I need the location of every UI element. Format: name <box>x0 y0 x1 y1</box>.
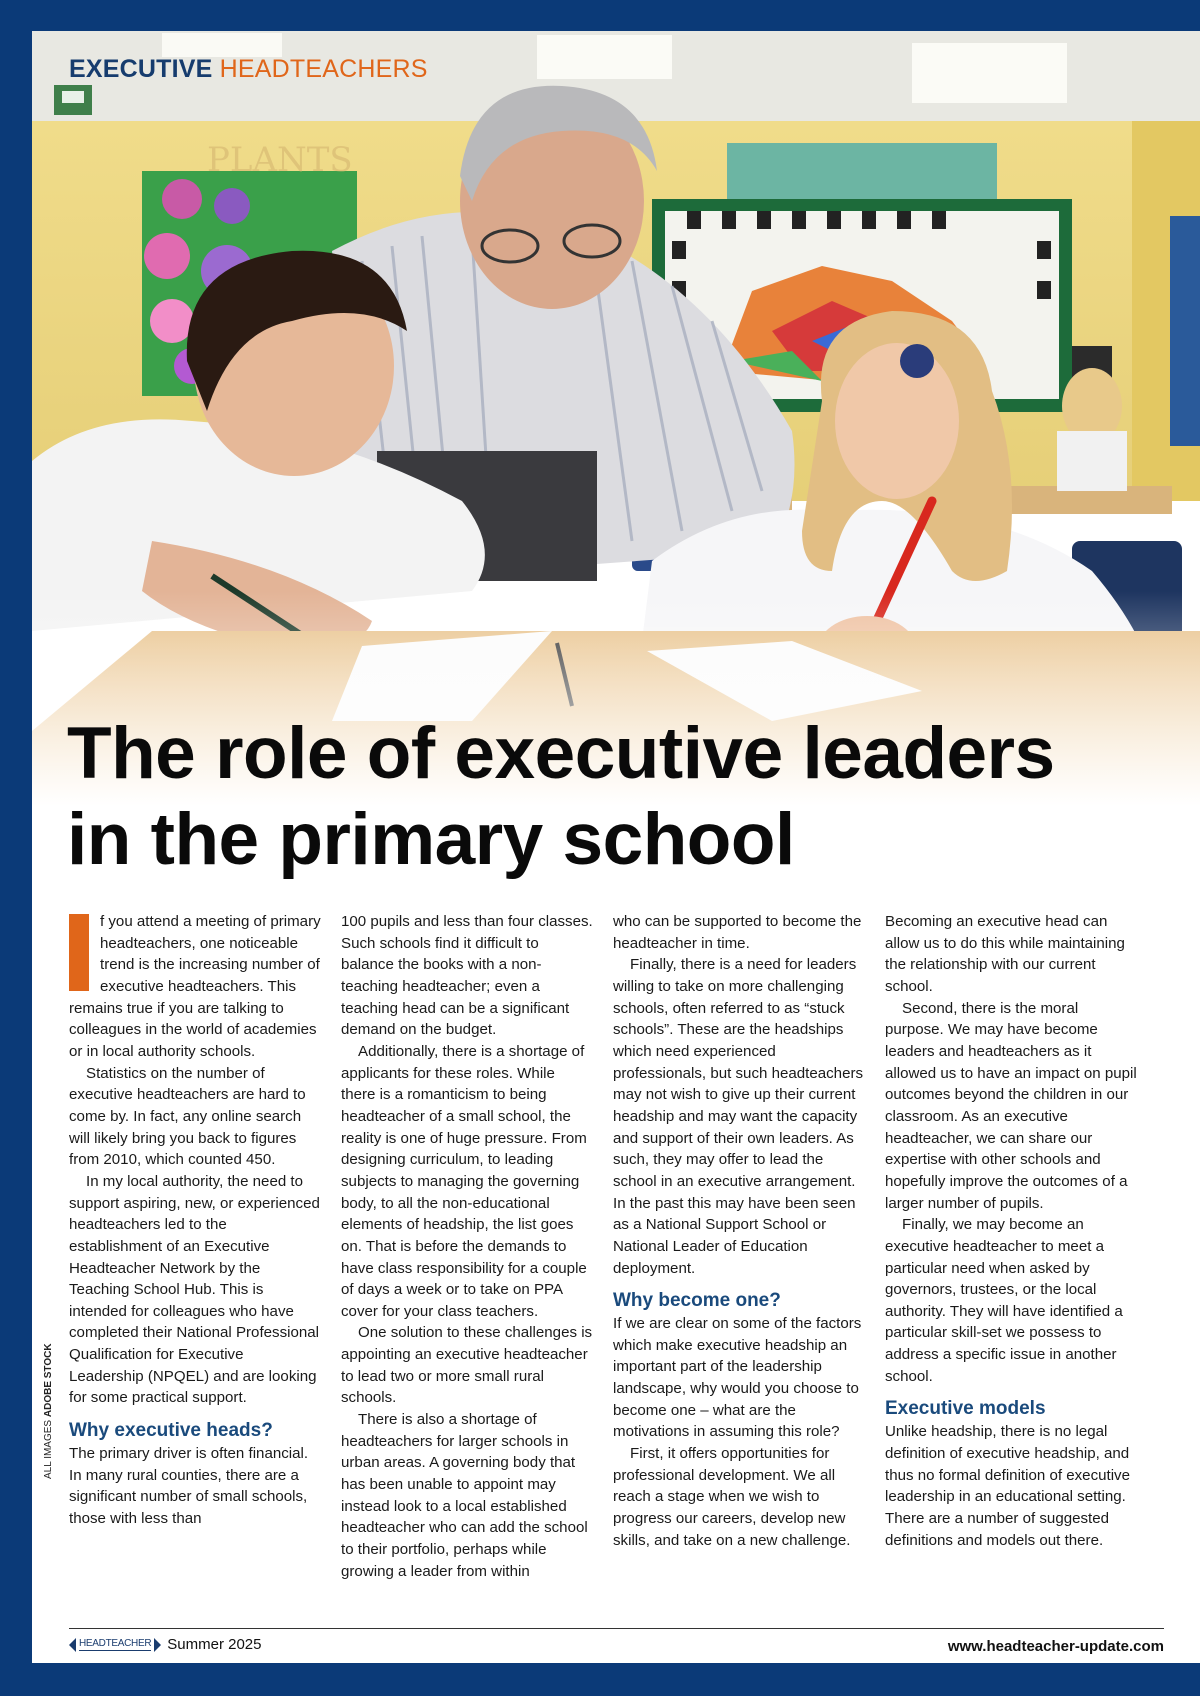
next-page-arrow-icon[interactable] <box>154 1638 161 1652</box>
paragraph: 100 pupils and less than four classes. Such schools find it difficult to balance the books with a non-teaching headteacher; even a teaching head can be a significant demand on the budget. <box>341 913 593 1039</box>
website-link[interactable]: www.headteacher-update.com <box>947 1638 1164 1655</box>
paragraph: Statistics on the number of executive headteachers are hard to come by. In fact, any online search will likely bring you back to figures from 2010, which counted 450. <box>69 1064 306 1169</box>
photo-credit <box>43 1343 54 1479</box>
paragraph: Finally, we may become an executive headteacher to meet a particular need when asked by governors, trustees, or the local authority. They will have identified a particular skill-set we possess to address a specific issue in another school. <box>885 1216 1123 1385</box>
paragraph: One solution to these challenges is appointing an executive headteacher to lead two or more small rural schools. <box>341 1324 593 1407</box>
paragraph: First, it offers opportunities for professional development. We all reach a stage when we wish to progress our careers, develop new skills, and take on a new challenge. <box>613 1445 851 1549</box>
article-title-line1: The role of executive leaders <box>67 713 1055 794</box>
svg-text:PLANTS: PLANTS <box>207 140 353 180</box>
subheading: Why executive heads? <box>69 1420 273 1442</box>
paragraph: Unlike headship, there is no legal definition of executive headship, and thus no formal definition of executive leadership in an educational setting. There are a number of suggested definitions and models out there. <box>885 1423 1130 1549</box>
paragraph: who can be supported to become the headteacher in time. <box>613 913 862 952</box>
footer-left <box>69 1636 262 1653</box>
column-4 <box>885 911 1137 1551</box>
page-footer <box>69 1634 1164 1660</box>
paragraph: Finally, there is a need for leaders willing to take on more challenging schools, often referred to as “stuck schools”. These are the headships which need experienced professionals, but such headteachers may not wish to give up their current headship and may want the capacity and support of their own leaders. As such, they may offer to lead the school in an executive arrangement. In the past this may have been seen as a National Support School or National Leader of Education deployment. <box>613 956 864 1277</box>
paragraph: In my local authority, the need to support aspiring, new, or experienced headteachers led to the establishment of an Executive Headteacher Network by the Teaching School Hub. This is intended for colleagues who have completed their National Professional Qualification for Executive Leadership (NPQEL) and are looking for some practical support. <box>69 1172 320 1407</box>
drop-cap: I <box>69 914 89 991</box>
section-tag-light: HEADTEACHERS <box>219 55 428 83</box>
paragraph: There is also a shortage of headteachers for larger schools in urban areas. A governing body that has been unable to appoint may instead look to a local established headteacher who can add the school to their portfolio, perhaps while growing a leader from within <box>341 1411 588 1580</box>
paragraph-text: f you attend a meeting of primary headteachers, one noticeable trend is the increasing number of executive headteachers. This remains true if you are talking to colleagues in the world of academies or in local authority schools. <box>69 913 321 1060</box>
paragraph: Second, there is the moral purpose. We may have become leaders and headteachers as it allowed us to have an impact on pupil outcomes beyond the children in our classroom. As an executive headteacher, we can share our expertise with other schools and hopefully improve the outcomes of a larger number of pupils. <box>885 999 1137 1212</box>
paragraph: The primary driver is often financial. In many rural counties, there are a significant number of small schools, those with less than <box>69 1445 309 1528</box>
paragraph: Becoming an executive head can allow us to do this while maintaining the relationship with our current school. <box>885 913 1125 995</box>
column-3 <box>613 911 865 1551</box>
photo-credit-prefix: ALL IMAGES <box>43 1417 54 1479</box>
section-tag-bold: EXECUTIVE <box>69 55 213 83</box>
subheading: Executive models <box>885 1398 1046 1420</box>
magazine-logo: HEADTEACHER <box>79 1638 152 1649</box>
paragraph: If we are clear on some of the factors which make executive headship an important part of the leadership landscape, why would you choose to become one – what are the motivations in assuming this role? <box>613 1315 862 1441</box>
article-title-line2: in the primary school <box>67 799 795 880</box>
issue-date: Summer 2025 <box>167 1636 262 1653</box>
footer-divider <box>69 1628 1164 1629</box>
magazine-page <box>32 31 1200 1663</box>
prev-page-arrow-icon[interactable] <box>69 1638 76 1652</box>
article-title <box>67 711 1177 883</box>
paragraph <box>69 911 321 1063</box>
photo-credit-source: ADOBE STOCK <box>43 1343 54 1418</box>
column-1 <box>69 911 321 1530</box>
paragraph: Additionally, there is a shortage of applicants for these roles. While there is a romanticism to being headteacher of a small school, the reality is one of huge pressure. From designing curriculum, to leading subjects to managing the governing body, to all the non-educational elements of headship, the list goes on. That is before the demands to have class responsibility for a couple of days a week or to take on PPA cover for your class teachers. <box>341 1042 587 1320</box>
hero-photo <box>32 31 1200 806</box>
subheading: Why become one? <box>613 1290 781 1312</box>
section-tag <box>69 55 428 84</box>
column-2 <box>341 911 593 1582</box>
